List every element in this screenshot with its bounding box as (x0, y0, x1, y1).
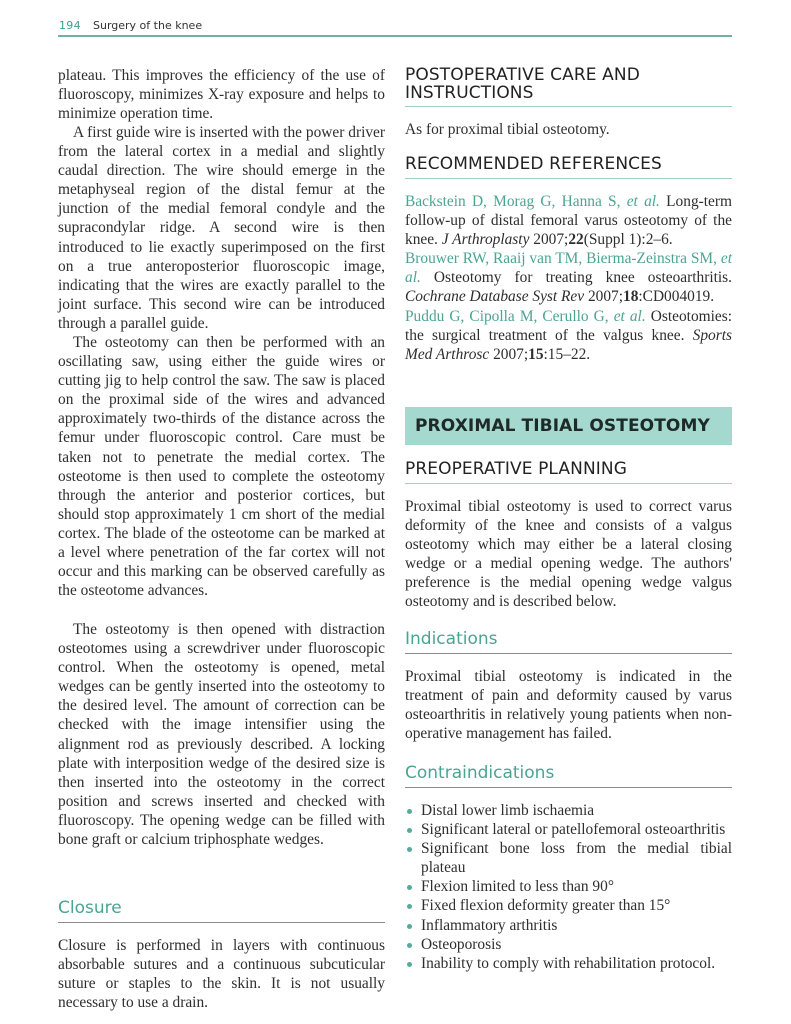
list-item (405, 820, 732, 839)
postoperative-rule (405, 106, 732, 107)
list-item-text: Flexion limited to less than 90° (421, 878, 614, 896)
preoperative-rule (405, 483, 732, 484)
bullet-icon (407, 924, 412, 929)
list-item-text: Osteoporosis (421, 935, 502, 953)
reference-title: Osteotomies: the surgical treatment of the valgus knee. (405, 307, 732, 344)
list-item-text: Inflammatory arthritis (421, 916, 558, 934)
preoperative-text: Proximal tibial osteotomy is used to correct varus deformity of the knee and consists of a valgus osteotomy which may either be a lateral closing wedge or a medial opening wedge. The authors' preference is the medial opening wedge valgus osteotomy and is described below. (405, 498, 732, 611)
closure-text: Closure is performed in layers with continuous absorbable sutures and a continuous subcuticular suture or staples to the skin. It is not usually necessary to use a drain. (58, 937, 385, 1012)
indications-text: Proximal tibial osteotomy is indicated in the treatment of pain and deformity caused by varus osteoarthritis in relatively young patients when non-operative management has failed. (405, 668, 732, 743)
reference-title: Long-term follow-up of distal femoral varus osteotomy of the knee. (405, 193, 732, 249)
paragraph-osteotomy-opening: The osteotomy is then opened with distraction osteotomes using a screwdriver under fluoroscopic control. When the osteotomy is opened, metal wedges can be gently inserted into the osteotomy to the desired level. The amount of correction can be checked with the image intensifier using the alignment rod as previously described. A locking plate with interposition wedge of the desired size is then inserted into the osteotomy in the correct position and screws inserted and checked with fluoroscopy. The opening wedge can be filled with bone graft or calcium triphosphate wedges. (58, 621, 385, 849)
reference-volume: 15 (528, 345, 544, 363)
list-item-text: Distal lower limb ischaemia (421, 802, 595, 819)
bullet-icon (407, 847, 412, 852)
paragraph-osteotomy-saw: The osteotomy can then be performed with an oscillating saw, using either the guide wires or cutting jig to help control the saw. The saw is placed on the proximal side of the wires and advanced approximately two-thirds of the distance across the femur under fluoroscopic control. Care must be taken not to penetrate the medial cortex. The osteotome is then used to complete the osteotomy through the anterior and posterior cortices, but should stop approximately 1 cm short of the medial cortex. The blade of the osteotome can be marked at a level where penetration of the far cortex will not occur and this marking can be observed carefully as the osteotome advances. (58, 334, 385, 600)
bullet-icon (407, 828, 412, 833)
reference-journal: Cochrane Database Syst Rev (405, 288, 585, 306)
references-list (405, 192, 732, 364)
list-item-text: Significant bone loss from the medial tibial plateau (421, 840, 732, 877)
reference-journal: Sports Med Arthrosc (405, 326, 732, 363)
list-item (405, 801, 732, 820)
reference-authors: Backstein D, Morag G, Hanna S, (405, 193, 621, 210)
reference-item (405, 249, 732, 306)
list-item (405, 877, 732, 896)
running-header (58, 19, 732, 37)
bullet-icon (407, 904, 412, 909)
indications-rule (405, 653, 732, 654)
closure-rule (58, 922, 385, 923)
indications-heading: Indications (405, 629, 498, 649)
contraindications-list (405, 801, 732, 973)
reference-volume: 18 (623, 288, 639, 306)
reference-volume: 22 (568, 231, 584, 249)
section-banner-title: PROXIMAL TIBIAL OSTEOTOMY (415, 416, 710, 436)
reference-et-al: et al. (405, 250, 732, 287)
reference-title: Osteotomy for treating knee osteoarthritis. (433, 269, 732, 287)
page-number: 194 (59, 19, 81, 32)
bullet-icon (407, 885, 412, 890)
list-item (405, 916, 732, 935)
postoperative-text: As for proximal tibial osteotomy. (405, 121, 610, 138)
reference-pages: :CD004019. (638, 288, 715, 306)
reference-item (405, 307, 732, 364)
contraindications-rule (405, 787, 732, 788)
reference-year: 2007; (493, 345, 529, 363)
paragraph-guide-wire: A first guide wire is inserted with the power driver from the lateral cortex in a medial and slightly caudal direction. The wire should emerge in the metaphyseal region of the distal femur at the junction of the medial femoral condyle and the supracondylar ridge. A second wire is then introduced to lie exactly superimposed on the first on a true anteroposterior fluoroscopic image, indicating that the wires are exactly parallel to the joint surface. This second wire can be introduced through a parallel guide. (58, 124, 385, 332)
list-item-text: Significant lateral or patellofemoral osteoarthritis (421, 821, 726, 839)
reference-year: 2007; (533, 231, 569, 249)
reference-year: 2007; (587, 288, 624, 306)
list-item (405, 896, 732, 915)
list-item (405, 954, 732, 973)
reference-et-al: et al. (613, 307, 646, 325)
paragraph-continuation: plateau. This improves the efficiency of the use of fluoroscopy, minimizes X-ray exposure and helps to minimize operation time. (58, 67, 385, 123)
reference-pages: (Suppl 1):2–6. (583, 231, 673, 249)
list-item-text: Fixed flexion deformity greater than 15° (421, 897, 671, 915)
list-item (405, 935, 732, 954)
postoperative-heading: POSTOPERATIVE CARE AND INSTRUCTIONS (405, 65, 640, 103)
reference-authors: Puddu G, Cipolla M, Cerullo G, (405, 307, 609, 325)
preoperative-heading: PREOPERATIVE PLANNING (405, 459, 627, 479)
section-banner (405, 407, 732, 445)
references-rule (405, 178, 732, 179)
running-title: Surgery of the knee (93, 19, 203, 32)
reference-et-al: et al. (626, 193, 660, 210)
reference-item (405, 192, 732, 249)
reference-authors: Brouwer RW, Raaij van TM, Bierma-Zeinstra SM, (405, 250, 717, 268)
bullet-icon (407, 809, 412, 814)
bullet-icon (407, 962, 412, 967)
references-heading: RECOMMENDED REFERENCES (405, 154, 662, 174)
reference-pages: :15–22. (543, 345, 591, 363)
reference-journal: J Arthroplasty (441, 231, 530, 249)
contraindications-heading: Contraindications (405, 763, 555, 783)
list-item-text: Inability to comply with rehabilitation protocol. (421, 954, 716, 972)
bullet-icon (407, 943, 412, 948)
closure-heading: Closure (58, 898, 122, 918)
list-item (405, 839, 732, 877)
